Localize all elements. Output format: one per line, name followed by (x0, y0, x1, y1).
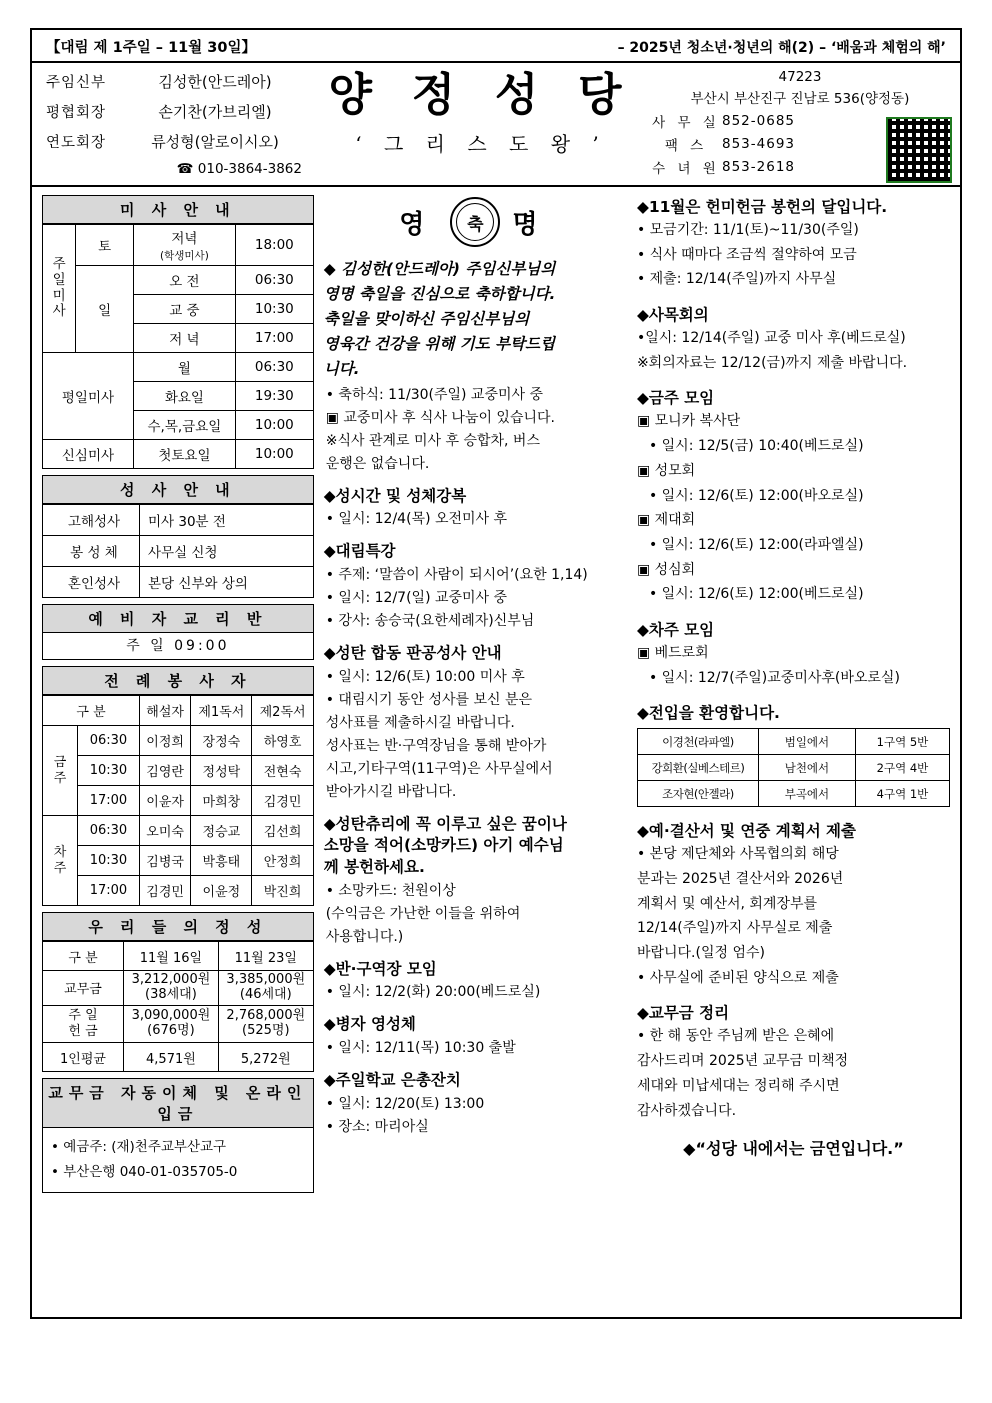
member-district: 1구역 5반 (855, 729, 949, 755)
mass-name: 저녁 (학생미사) (133, 225, 235, 266)
notice-line: • 주제: ‘말씀이 사람이 되시어’(요한 1,14) (325, 566, 588, 583)
offering-amount: 2,768,000원 (525명) (218, 1005, 313, 1043)
notice-heading: ◆11월은 헌미헌금 봉헌의 달입니다. (636, 198, 888, 216)
mass-time: 10:00 (235, 411, 313, 440)
account-holder: • 예금주: (재)천주교부산교구 (51, 1139, 227, 1156)
server-name: 박흥태 (191, 846, 252, 876)
col-date-2: 11월 23일 (218, 942, 313, 971)
congrats-line: 축일을 맞이하신 주임신부님의 (323, 310, 530, 329)
notice-line: • 강사: 송승국(요한세례자)신부님 (325, 612, 535, 629)
congrats-line: 영명 축일을 진심으로 축하합니다. (323, 285, 556, 304)
member-district: 2구역 4반 (855, 755, 949, 781)
next-week-label: 차 주 (43, 816, 78, 906)
notice-confession (324, 643, 627, 803)
sacrament-value: 사무실 신청 (140, 536, 314, 567)
server-name: 안정희 (252, 846, 313, 876)
notice-pastoral-meeting (637, 303, 950, 374)
mass-schedule-heading: 미 사 안 내 (42, 195, 314, 224)
server-name: 김경민 (140, 876, 191, 906)
offerings-heading: 우 리 들 의 정 성 (42, 912, 314, 941)
role-phone: ☎ 010-3864-3862 (176, 161, 302, 177)
col-second-reading: 제2독서 (252, 696, 313, 726)
table-row (43, 756, 314, 786)
zip-code: 47223 (778, 69, 822, 85)
offering-amount: 3,212,000원 (38세대) (124, 971, 219, 1006)
masthead-contact (646, 63, 960, 185)
saturday-label: 토 (76, 225, 134, 266)
column-right (637, 195, 950, 1193)
bank-transfer-heading: 교무금 자동이체 및 온라인 입금 (42, 1078, 314, 1128)
server-time: 06:30 (77, 816, 139, 846)
parish-subtitle: ‘ 그 리 스 도 왕 ’ (355, 132, 607, 157)
notice-line: • 사무실에 준비된 양식으로 제출 (636, 969, 839, 986)
notice-sick-communion (324, 1014, 627, 1059)
liturgy-servers-table (42, 695, 314, 906)
notice-line: •일시: 12/14(주일) 교중 미사 후(베드로실) (636, 330, 906, 347)
group-name: ▣ 베드로회 (636, 644, 709, 661)
role-name: 손기찬(가브리엘) (158, 103, 272, 121)
col-commentator: 해설자 (140, 696, 191, 726)
role-yeondo (46, 131, 308, 152)
mass-schedule-table (42, 224, 314, 469)
title-char-right: 명 (512, 209, 552, 240)
notice-line: • 장소: 마리아실 (325, 1118, 429, 1135)
role-pastor (46, 71, 308, 92)
offering-amount: 3,385,000원 (46세대) (218, 971, 313, 1006)
table-row (43, 567, 314, 598)
title-char-left: 영 (399, 209, 439, 240)
notice-heading: ◆교무금 정리 (636, 1004, 730, 1023)
notice-line: • 소망카드: 천원이상 (325, 882, 456, 899)
mass-name: 교 중 (133, 295, 235, 324)
table-header-row (43, 942, 314, 971)
notice-line: ※회의자료는 12/12(금)까지 제출 바랍니다. (636, 354, 908, 371)
server-name: 장정숙 (191, 726, 252, 756)
notice-dues-settlement (637, 1001, 950, 1122)
mass-time: 17:00 (235, 324, 313, 353)
notice-holy-hour (324, 486, 627, 531)
member-district: 4구역 1반 (855, 781, 949, 807)
table-row (43, 266, 314, 295)
server-name: 정승교 (191, 816, 252, 846)
this-week-label: 금 주 (43, 726, 78, 816)
contact-label: 수 녀 원 (652, 161, 720, 177)
seal-icon: 축 (450, 197, 500, 247)
bank-info (42, 1128, 314, 1193)
sacrament-name: 고해성사 (43, 505, 140, 536)
mass-time: 06:30 (235, 266, 313, 295)
notice-line: 운행은 없습니다. (325, 455, 430, 472)
congrats-line: ◆ 김성한(안드레아) 주임신부님의 (323, 260, 556, 278)
notice-line: 성사표를 제출하시길 바랍니다. (325, 714, 515, 731)
mass-name: 월 (133, 353, 235, 382)
offering-type: 주 일 헌 금 (43, 1005, 124, 1043)
table-row (43, 440, 314, 469)
offerings-table (42, 941, 314, 1072)
table-row (637, 781, 949, 807)
notice-rice-offering (637, 195, 950, 291)
sacraments-table (42, 504, 314, 598)
catechumen-time: 주 일 09:00 (42, 633, 314, 660)
notice-line: 성사표는 반·구역장님을 통해 받아가 (325, 737, 547, 754)
column-middle (324, 195, 627, 1193)
notice-line: • 일시: 12/4(목) 오전미사 후 (325, 511, 508, 528)
sacrament-value: 본당 신부와 상의 (140, 567, 314, 598)
contact-value: 853-4693 (722, 136, 795, 152)
weekday-mass-label: 평일미사 (43, 353, 134, 440)
server-name: 오미숙 (140, 816, 191, 846)
server-time: 10:30 (77, 756, 139, 786)
server-name: 김경민 (252, 786, 313, 816)
col-first-reading: 제1독서 (191, 696, 252, 726)
notice-heading: ◆성시간 및 성체강복 (323, 486, 467, 505)
sunday-mass-label: 주 일 미 사 (43, 225, 76, 353)
contact-value: 853-2618 (722, 159, 795, 175)
congrats-line: 니다. (323, 360, 360, 379)
content-columns (32, 187, 960, 1199)
member-name: 이경천(라파엘) (637, 729, 758, 755)
sacrament-name: 봉 성 체 (43, 536, 140, 567)
notice-line: • 대림시기 동안 성사를 보신 분은 (325, 691, 533, 708)
mass-time: 19:30 (235, 382, 313, 411)
table-row (43, 786, 314, 816)
mass-name: 첫토요일 (133, 440, 235, 469)
page-frame (30, 28, 962, 1319)
notice-line: 받아가시길 바랍니다. (325, 783, 457, 800)
role-label: 주임신부 (46, 75, 107, 91)
notice-line: • 일시: 12/6(토) 10:00 미사 후 (325, 668, 525, 685)
notice-line: 세대와 미납세대는 정리해 주시면 (636, 1077, 840, 1094)
mass-time: 10:00 (235, 440, 313, 469)
notice-line: • 일시: 12/2(화) 20:00(베드로실) (325, 984, 541, 1001)
notice-heading: ◆사목회의 (636, 306, 709, 325)
table-row (43, 971, 314, 1006)
server-time: 17:00 (77, 786, 139, 816)
mass-name: 수,목,금요일 (133, 411, 235, 440)
server-name: 전현숙 (252, 756, 313, 786)
catechumen-heading: 예 비 자 교 리 반 (42, 604, 314, 633)
server-name: 박진희 (252, 876, 313, 906)
sacrament-name: 혼인성사 (43, 567, 140, 598)
notice-heading: ◆병자 영성체 (323, 1015, 416, 1034)
notice-heading: ◆예·결산서 및 연중 계획서 제출 (636, 822, 857, 841)
notice-line: • 일시: 12/5(금) 10:40(베드로실) (648, 438, 864, 455)
table-row (43, 816, 314, 846)
notice-new-members (637, 701, 950, 807)
member-from: 부곡에서 (758, 781, 855, 807)
congrats-line: 영육간 건강을 위해 기도 부탁드립 (323, 335, 555, 354)
notice-celebration (324, 385, 627, 475)
role-name: 류성형(알로이시오) (151, 133, 279, 151)
group-name: ▣ 성심회 (636, 561, 696, 578)
mass-name: 저 녁 (133, 324, 235, 353)
notice-next-week-meetings (637, 618, 950, 689)
notice-wish-card (324, 814, 627, 948)
notice-line: • 일시: 12/6(토) 12:00(베드로실) (648, 586, 864, 603)
table-row (43, 1005, 314, 1043)
sacrament-value: 미사 30분 전 (140, 505, 314, 536)
column-left (42, 195, 314, 1193)
feast-day-title (324, 197, 627, 247)
member-name: 강희환(실베스테르) (637, 755, 758, 781)
mass-name: 오 전 (133, 266, 235, 295)
notice-line: 감사드리며 2025년 교무금 미책정 (636, 1053, 849, 1070)
table-row (43, 876, 314, 906)
server-name: 김선희 (252, 816, 313, 846)
server-name: 정성탁 (191, 756, 252, 786)
notice-budget-submission (637, 819, 950, 989)
masthead-roles (32, 63, 316, 185)
notice-district-leaders (324, 959, 627, 1004)
table-header-row (43, 696, 314, 726)
notice-heading: ◆성탄 합동 판공성사 안내 (323, 643, 502, 662)
role-name: 김성한(안드레아) (158, 73, 272, 91)
notice-line: • 일시: 12/11(목) 10:30 출발 (325, 1040, 516, 1057)
member-from: 남천에서 (758, 755, 855, 781)
col-date-1: 11월 16일 (124, 942, 219, 971)
notice-heading: ◆전입을 환영합니다. (636, 704, 780, 723)
year-theme: – 2025년 청소년·청년의 해(2) – ‘배움과 체험의 해’ (617, 40, 946, 56)
notice-heading: ◆반·구역장 모임 (323, 959, 437, 978)
server-time: 06:30 (77, 726, 139, 756)
feast-congrats-text (324, 257, 627, 383)
liturgical-date: 【대림 제 1주일 – 11월 30일】 (46, 40, 256, 56)
mass-time: 10:30 (235, 295, 313, 324)
notice-heading: ◆주일학교 은총잔치 (323, 1071, 461, 1090)
notice-line: 바랍니다.(일정 엄수) (636, 945, 765, 962)
group-name: ▣ 제대회 (636, 512, 696, 529)
notice-advent-lecture (324, 541, 627, 632)
member-name: 조자현(안젤라) (637, 781, 758, 807)
notice-line: • 모금기간: 11/1(토)~11/30(주일) (636, 222, 859, 238)
notice-line: 시고,기타구역(11구역)은 사무실에서 (325, 760, 553, 777)
offering-type: 1인평균 (43, 1043, 124, 1072)
server-name: 김영란 (140, 756, 191, 786)
col-division: 구 분 (43, 942, 124, 971)
group-name: ▣ 성모회 (636, 462, 696, 479)
notice-sunday-school (324, 1070, 627, 1138)
sacraments-heading: 성 사 안 내 (42, 475, 314, 504)
qr-code-icon (886, 117, 952, 183)
new-members-table (637, 728, 950, 807)
notice-heading: ◆성탄츄리에 꼭 이루고 싶은 꿈이나 (323, 814, 567, 833)
offering-amount: 3,090,000원 (676명) (124, 1005, 219, 1043)
contact-label: 사 무 실 (652, 115, 720, 131)
notice-line: • 일시: 12/6(토) 12:00(라파엘실) (648, 536, 864, 553)
account-number: • 부산은행 040-01-035705-0 (51, 1164, 238, 1181)
server-name: 마희창 (191, 786, 252, 816)
parish-title: 양 정 성 당 (328, 68, 634, 121)
notice-line: • 축하식: 11/30(주일) 교중미사 중 (325, 386, 544, 403)
notice-line: 계획서 및 예산서, 회계장부를 (636, 895, 818, 912)
contact-value: 852-0685 (722, 113, 795, 129)
sunday-label: 일 (76, 266, 134, 353)
table-row (43, 505, 314, 536)
table-row (43, 536, 314, 567)
top-header (32, 30, 960, 59)
notice-line: • 한 해 동안 주님께 받은 은혜에 (636, 1028, 835, 1045)
liturgy-servers-heading: 전 례 봉 사 자 (42, 666, 314, 695)
col-division: 구 분 (43, 696, 140, 726)
no-smoking-notice: ◆“성당 내에서는 금연입니다.” (683, 1139, 904, 1159)
notice-heading: ◆차주 모임 (636, 620, 715, 639)
table-row (43, 353, 314, 382)
notice-line: • 일시: 12/7(일) 교중미사 중 (325, 589, 508, 606)
server-name: 이윤정 (191, 876, 252, 906)
notice-heading: 께 봉헌하세요. (323, 857, 425, 876)
server-name: 하영호 (252, 726, 313, 756)
role-label: 평협회장 (46, 105, 107, 121)
mass-name: 화요일 (133, 382, 235, 411)
mass-time: 18:00 (235, 225, 313, 266)
offering-amount: 5,272원 (218, 1043, 313, 1072)
table-row (43, 846, 314, 876)
notice-line: • 제출: 12/14(주일)까지 사무실 (636, 271, 837, 288)
notice-line: 감사하겠습니다. (636, 1102, 737, 1119)
notice-line: ▣ 교중미사 후 식사 나눔이 있습니다. (325, 409, 555, 426)
notice-this-week-meetings (637, 386, 950, 606)
notice-line: (수익금은 가난한 이들을 위하여 (325, 905, 521, 922)
server-time: 10:30 (77, 846, 139, 876)
table-row (637, 729, 949, 755)
notice-line: • 식사 때마다 조금씩 절약하여 모금 (636, 246, 857, 263)
notice-line: 12/14(주일)까지 사무실로 제출 (636, 920, 833, 937)
notice-line: • 일시: 12/7(주일)교중미사후(바오로실) (648, 669, 900, 686)
member-from: 범일에서 (758, 729, 855, 755)
parish-title-block (316, 63, 646, 185)
server-name: 이정희 (140, 726, 191, 756)
role-council (46, 101, 308, 122)
table-row (43, 1043, 314, 1072)
server-time: 17:00 (77, 876, 139, 906)
notice-line: ※식사 관계로 미사 후 승합차, 버스 (325, 432, 540, 449)
notice-heading: 소망을 적어(소망카드) 아기 예수님 (323, 836, 564, 855)
server-name: 김병국 (140, 846, 191, 876)
masthead (32, 61, 960, 187)
table-row (637, 755, 949, 781)
offering-amount: 4,571원 (124, 1043, 219, 1072)
offering-type: 교무금 (43, 971, 124, 1006)
notice-heading: ◆금주 모임 (636, 389, 715, 408)
mass-time: 06:30 (235, 353, 313, 382)
address: 부산시 부산진구 진남로 536(양정동) (690, 91, 910, 107)
devotional-mass-label: 신심미사 (43, 440, 134, 469)
server-name: 이윤자 (140, 786, 191, 816)
table-row (43, 225, 314, 266)
notice-line: 분과는 2025년 결산서와 2026년 (636, 871, 844, 887)
notice-line: • 본당 제단체와 사목협의회 해당 (636, 846, 839, 863)
table-row (43, 726, 314, 756)
notice-line: 사용합니다.) (325, 928, 404, 945)
notice-heading: ◆대림특강 (323, 542, 396, 561)
role-label: 연도회장 (46, 135, 107, 151)
group-name: ▣ 모니카 복사단 (636, 413, 741, 430)
notice-line: • 일시: 12/6(토) 12:00(바오로실) (648, 487, 864, 504)
notice-line: • 일시: 12/20(토) 13:00 (325, 1095, 485, 1112)
contact-label: 팩 스 (664, 138, 708, 154)
